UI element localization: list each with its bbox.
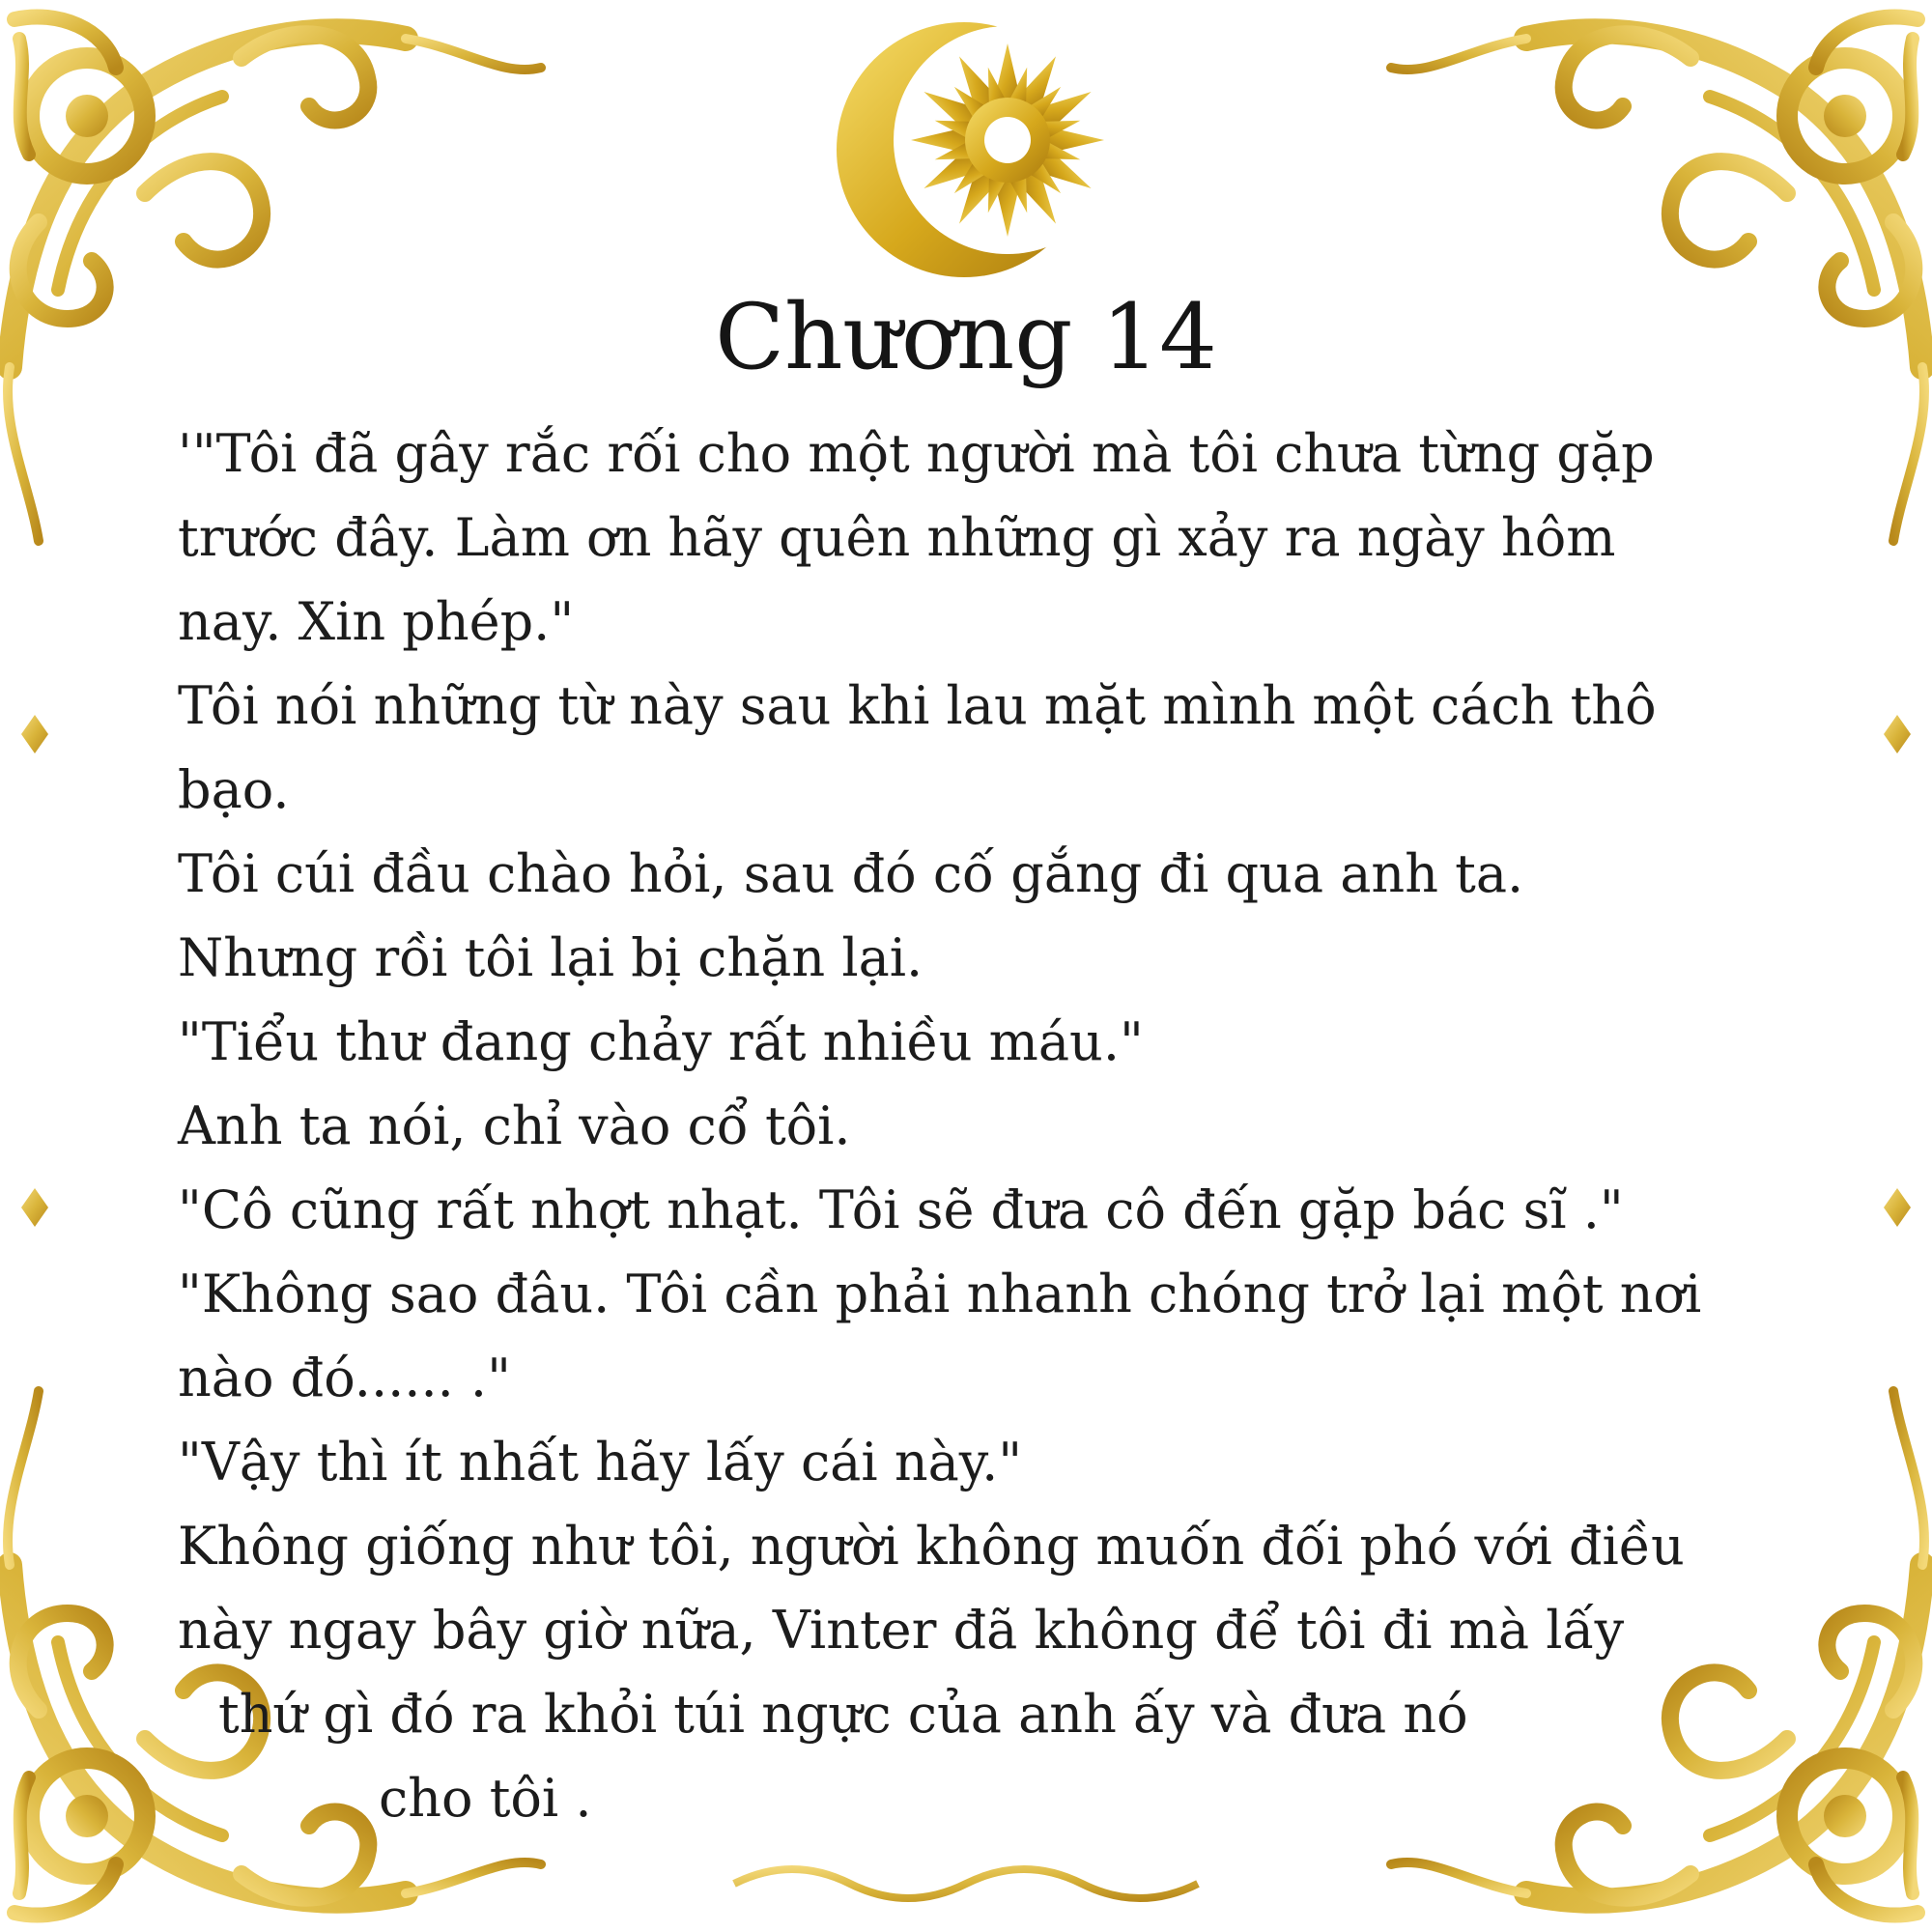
text-line: Không giống như tôi, người không muốn đối phó với điều xyxy=(178,1516,1685,1577)
text-line: này ngay bây giờ nữa, Vinter đã không để tôi đi mà lấy xyxy=(178,1600,1625,1661)
text-line: '"Tôi đã gây rắc rối cho một người mà tôi chưa từng gặp xyxy=(178,423,1655,484)
text-line: nào đó...... ." xyxy=(178,1348,511,1408)
text-line: "Không sao đâu. Tôi cần phải nhanh chóng trở lại một nơi xyxy=(178,1264,1702,1324)
text-line: trước đây. Làm ơn hãy quên những gì xảy ra ngày hôm xyxy=(178,507,1616,568)
text-line: "Cô cũng rất nhợt nhạt. Tôi sẽ đưa cô đến gặp bác sĩ ." xyxy=(178,1179,1624,1240)
text-line: Tôi cúi đầu chào hỏi, sau đó cố gắng đi qua anh ta. xyxy=(178,843,1524,904)
text-line: Anh ta nói, chỉ vào cổ tôi. xyxy=(178,1095,851,1156)
text-line: cho tôi . xyxy=(379,1768,592,1829)
text-line: "Tiểu thư đang chảy rất nhiều máu." xyxy=(178,1011,1144,1072)
text-line: thứ gì đó ra khỏi túi ngực của anh ấy và đưa nó xyxy=(218,1684,1468,1745)
crescent-sun-icon xyxy=(829,10,1119,290)
chapter-title: Chương 14 xyxy=(715,285,1217,390)
text-line: nay. Xin phép." xyxy=(178,591,575,652)
text-line: Tôi nói những từ này sau khi lau mặt mình một cách thô xyxy=(178,675,1657,736)
text-line: Nhưng rồi tôi lại bị chặn lại. xyxy=(178,927,923,988)
text-line: "Vậy thì ít nhất hãy lấy cái này." xyxy=(178,1432,1023,1492)
text-line: bạo. xyxy=(178,759,290,820)
